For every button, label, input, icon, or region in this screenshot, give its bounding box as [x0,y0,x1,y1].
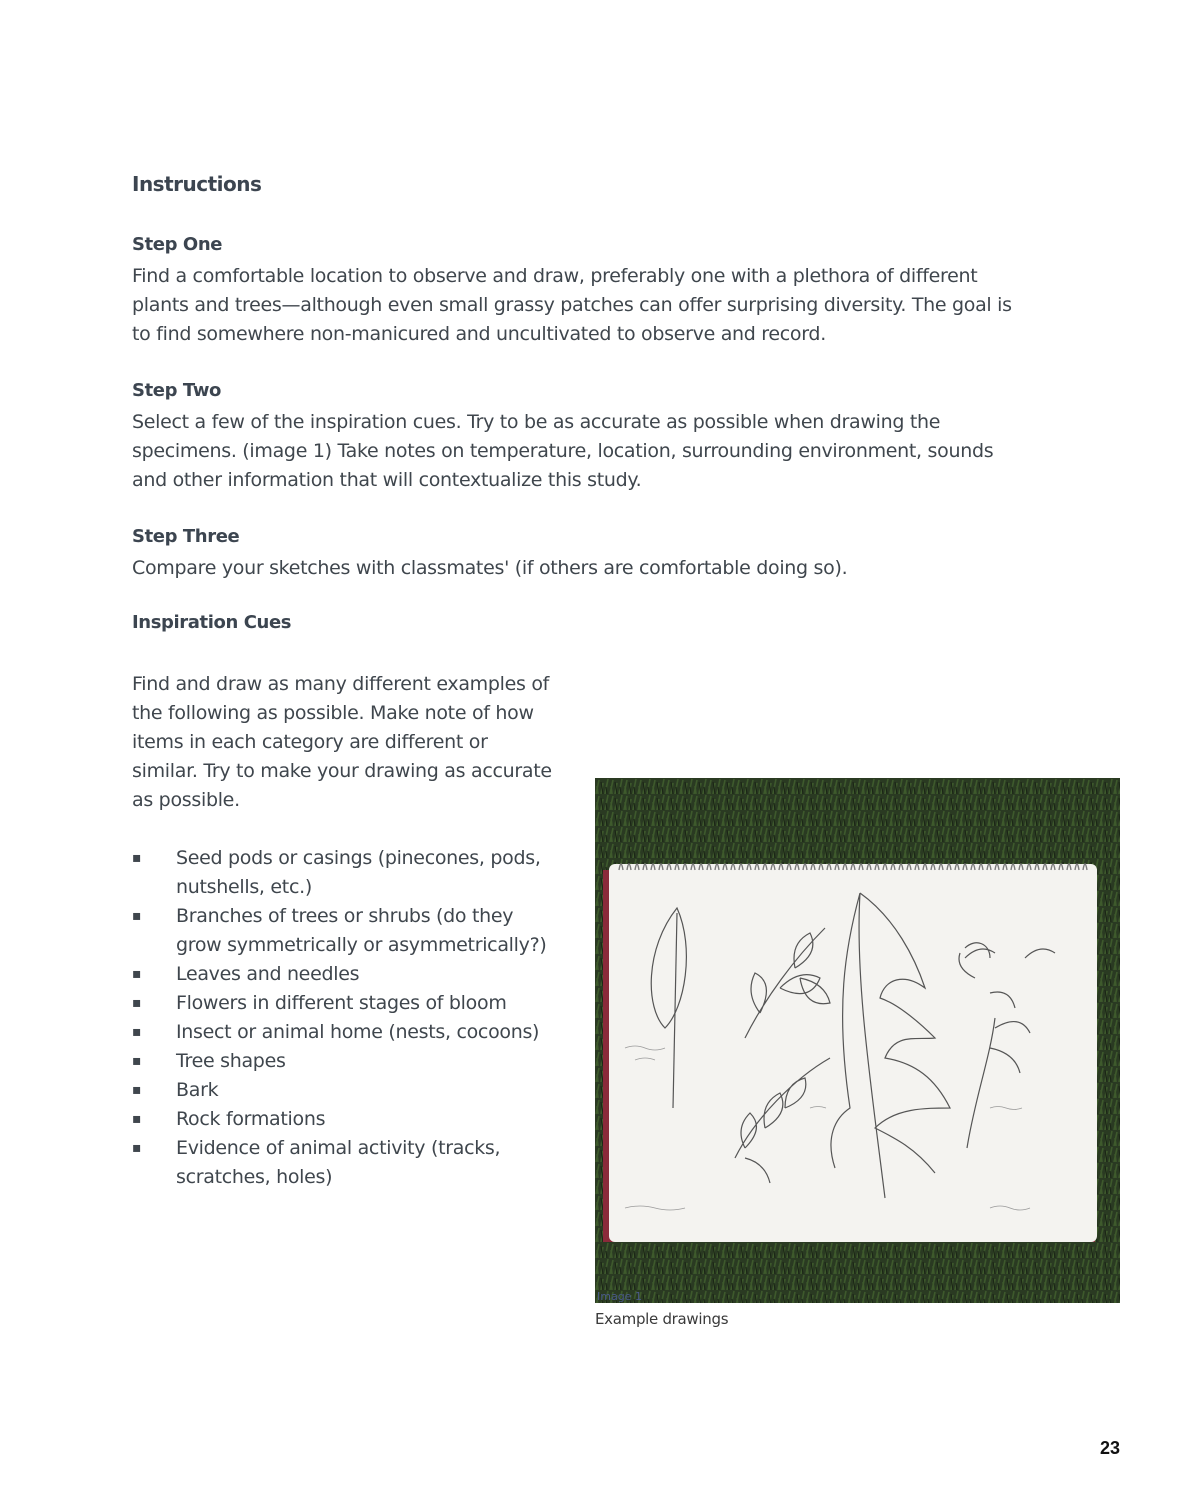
sketchbook-photo-illustration [595,778,1120,1303]
step-one [132,232,1012,349]
step-two-title: Step Two [132,380,222,401]
inspiration-cues-intro: Find and draw as many different examples of the following as possible. Make note of how items in each category are different or similar. Try to make your drawing as accurate as possible. [132,673,552,811]
step-three [132,524,1012,583]
step-one-text: Find a comfortable location to observe and draw, preferably one with a plethora of different plants and trees—although even small grassy patches can offer surprising diversity. The goal is to find somewhere non-manicured and uncultivated to observe and record. [132,265,1012,345]
inspiration-cues-heading: Inspiration Cues [132,612,292,633]
image-label: Image 1 [597,1290,642,1303]
list-item [132,1047,552,1076]
list-item [132,989,552,1018]
step-two [132,378,1012,495]
bullet-icon: ▪ [132,1024,142,1040]
list-item [132,1076,552,1105]
example-drawings-photo [595,778,1120,1303]
list-item-text: Bark [176,1079,219,1101]
list-item-text: Leaves and needles [176,963,360,985]
instructions-heading: Instructions [132,172,262,196]
list-item [132,1105,552,1134]
list-item [132,844,552,902]
list-item-text: Tree shapes [176,1050,286,1072]
bullet-icon: ▪ [132,966,142,982]
figure-caption: Example drawings [595,1310,729,1328]
bullet-icon: ▪ [132,908,142,924]
step-two-text: Select a few of the inspiration cues. Try to be as accurate as possible when drawing the specimens. (image 1) Take notes on temperature, location, surrounding environment, sounds and other information that will contextualize this study. [132,411,994,491]
list-item [132,1134,552,1192]
list-item-text: Flowers in different stages of bloom [176,992,507,1014]
list-item-text: Seed pods or casings (pinecones, pods, nutshells, etc.) [176,847,541,898]
step-one-title: Step One [132,234,223,255]
bullet-icon: ▪ [132,995,142,1011]
inspiration-cues-list [132,844,552,1192]
bullet-icon: ▪ [132,1082,142,1098]
bullet-icon: ▪ [132,1111,142,1127]
list-item [132,1018,552,1047]
list-item [132,960,552,989]
bullet-icon: ▪ [132,1053,142,1069]
bullet-icon: ▪ [132,850,142,866]
list-item [132,902,552,960]
step-three-text: Compare your sketches with classmates' (if others are comfortable doing so). [132,557,848,579]
step-three-title: Step Three [132,526,240,547]
page-number: 23 [1099,1438,1120,1458]
list-item-text: Evidence of animal activity (tracks, scratches, holes) [176,1137,501,1188]
bullet-icon: ▪ [132,1140,142,1156]
list-item-text: Branches of trees or shrubs (do they grow symmetrically or asymmetrically?) [176,905,547,956]
list-item-text: Insect or animal home (nests, cocoons) [176,1021,540,1043]
list-item-text: Rock formations [176,1108,326,1130]
